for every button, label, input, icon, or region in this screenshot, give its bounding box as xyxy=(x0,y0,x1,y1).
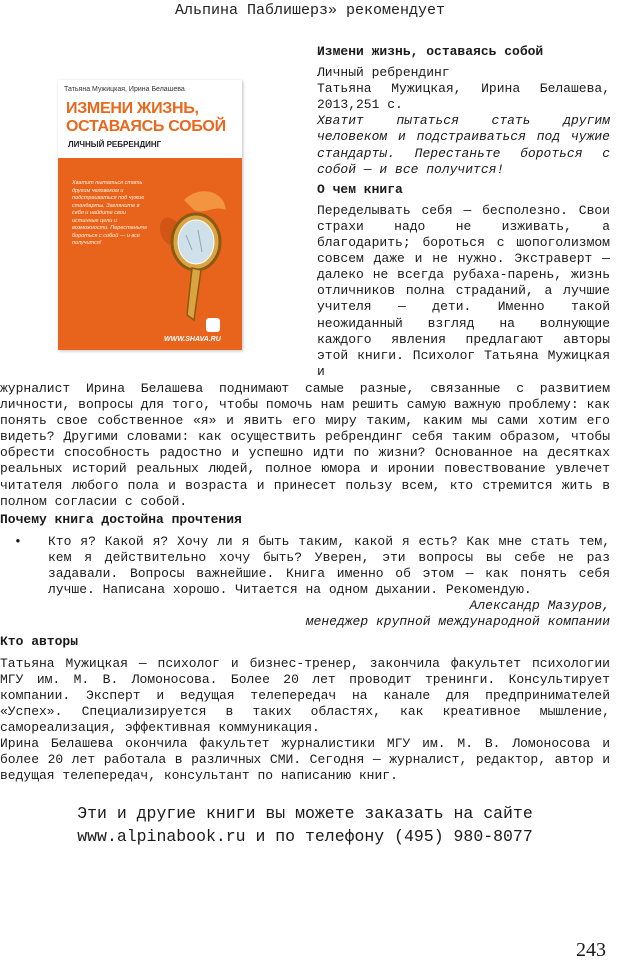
why-heading: Почему книга достойна прочтения xyxy=(0,512,242,527)
hand-mirror-icon xyxy=(154,180,234,330)
page-number: 243 xyxy=(576,939,606,961)
cover-site: WWW.SHAVA.RU xyxy=(164,336,221,343)
book-title: Измени жизнь, оставаясь собой xyxy=(317,44,544,59)
author-bio-2: Ирина Белашева окончила факультет журналистики МГУ им. М. В. Ломоносова и более 20 лет работала в различных СМИ. Сегодня — журналист, редактор, автор и ведущая телепередач, консультант по написанию книг. xyxy=(0,736,610,784)
cover-authors: Татьяна Мужицкая, Ирина Белашева xyxy=(64,86,185,93)
cover-blurb: Хватит пытаться стать другим человеком и подстраиваться под чужие стандарты. Загляните в себя и найдите свои истинные цели и возможности. Перестаньте бороться с собой — и все получится! xyxy=(72,180,148,246)
book-subtitle: Личный ребрендинг xyxy=(317,65,450,81)
about-text-full: журналист Ирина Белашева поднимают самые разные, связанные с развитием личности, вопросы для того, чтобы помочь нам решить самую важную проблему: как понять свое собственное «я» и явить его миру таким, каким мы сами хотим его видеть? Другими словами: как осуществить ребрендинг себя таким образом, чтобы обрести способность радостно и успешно идти по жизни? Основанное на десятках реальных историй реальных людей, полное юмора и иронии повествование увлечет читателя любого пола и возраста и принесет пользу всем, кто стремится жить в полном согласии с собой. xyxy=(0,381,610,509)
book-tagline: Хватит пытаться стать другим человеком и подстраиваться под чужие стандарты. Перестаньте бороться с собой — и все получится! xyxy=(317,113,610,177)
about-heading: О чем книга xyxy=(317,181,403,197)
cover-title: ИЗМЕНИ ЖИЗНЬ, ОСТАВАЯСЬ СОБОЙ xyxy=(66,100,226,135)
order-note xyxy=(0,802,610,848)
page-header: Альпина Паблишерз» рекомендует xyxy=(174,2,446,19)
book-info xyxy=(317,44,610,380)
review-author: Александр Мазуров, xyxy=(469,598,610,614)
order-note-line-2: www.alpinabook.ru и по телефону (495) 980-8077 xyxy=(77,827,533,846)
review-author-position: менеджер крупной международной компании xyxy=(305,614,610,630)
review-quote xyxy=(48,534,610,631)
publisher-logo-icon xyxy=(206,318,220,332)
cover-subtitle: ЛИЧНЫЙ РЕБРЕНДИНГ xyxy=(68,140,162,149)
about-text-right: Переделывать себя — бесполезно. Свои страхи надо не изживать, а благодарить; бороться с шопоголизмом совсем даже и не нужно. Экстраверт — далеко не всегда рубаха-парень, жизнь отличников полна страданий, а лучшие учителя — дети. Именно такой неожиданный взгляд на волнующие каждого явления предлагают авторы этой книги. Психолог Татьяна Мужицкая и xyxy=(317,202,610,379)
authors-heading: Кто авторы xyxy=(0,634,79,649)
review-text: Кто я? Какой я? Хочу ли я быть таким, какой я есть? Как мне стать тем, кем я действительно хочу быть? Уверен, эти вопросы вы себе не раз задавали. Вопросы важнейшие. Книга именно об этом — как понять себя лучше. Написана хорошо. Читается на одном дыхании. Рекомендую. xyxy=(48,534,610,598)
bullet-marker: • xyxy=(14,534,22,549)
book-meta: Татьяна Мужицкая, Ирина Белашева, 2013,251 с. xyxy=(317,81,610,113)
author-bio-1: Татьяна Мужицкая — психолог и бизнес-тренер, закончила факультет психологии МГУ им. М. В. Ломоносова. Более 20 лет проводит тренинги. Консультирует компании. Эксперт и ведущая телепередач на канале для предпринимателей «Успех». Специализируется в таких областях, как креативное мышление, самореализация, эффективная коммуникация. xyxy=(0,656,610,736)
book-cover xyxy=(58,80,242,350)
order-note-line-1: Эти и другие книги вы можете заказать на сайте xyxy=(77,804,533,823)
